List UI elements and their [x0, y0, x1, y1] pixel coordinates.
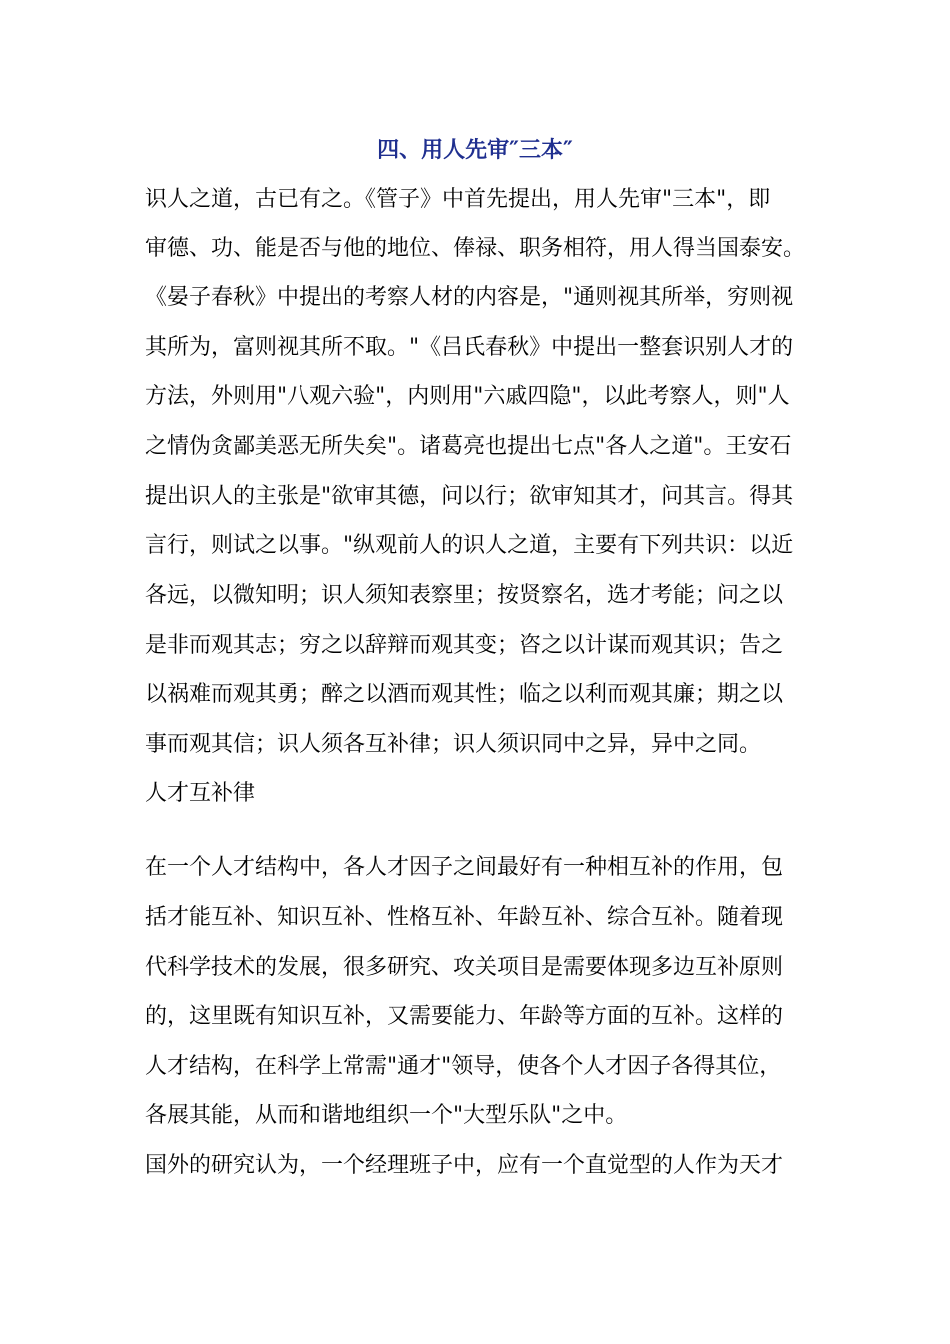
paragraph-line: 括才能互补、知识互补、性格互补、年龄互补、综合互补。随着现: [145, 905, 784, 930]
paragraph-line: 《晏子春秋》中提出的考察人材的内容是，"通则视其所举，穷则视: [145, 285, 794, 310]
paragraph-line: 的，这里既有知识互补，又需要能力、年龄等方面的互补。这样的: [145, 1004, 784, 1029]
paragraph-line: 言行，则试之以事。"纵观前人的识人之道，主要有下列共识：以近: [145, 533, 794, 558]
paragraph-line: 是非而观其志；穷之以辞辩而观其变；咨之以计谋而观其识；告之: [145, 633, 784, 658]
paragraph-line: 人才结构，在科学上常需"通才"领导，使各个人才因子各得其位，: [145, 1054, 782, 1079]
section-title: 四、用人先审″三本″: [377, 137, 573, 163]
subheading: 人才互补律: [145, 781, 256, 806]
paragraph-line: 代科学技术的发展，很多研究、攻关项目是需要体现多边互补原则: [145, 955, 784, 980]
paragraph-line: 以祸难而观其勇；醉之以酒而观其性；临之以利而观其廉；期之以: [145, 682, 784, 707]
paragraph-line: 提出识人的主张是"欲审其德，问以行；欲审知其才，问其言。得其: [145, 484, 794, 509]
paragraph-line: 审德、功、能是否与他的地位、俸禄、职务相符，用人得当国泰安。: [145, 236, 806, 261]
paragraph-line: 其所为，富则视其所不取。"《吕氏春秋》中提出一整套识别人才的: [145, 335, 794, 360]
paragraph-line: 各展其能，从而和谐地组织一个"大型乐队"之中。: [145, 1103, 628, 1128]
paragraph-line: 之情伪贪鄙美恶无所失矣"。诸葛亮也提出七点"各人之道"。王安石: [145, 434, 792, 459]
paragraph-line: 识人之道，古已有之。《管子》中首先提出，用人先审"三本"，即: [145, 187, 771, 212]
paragraph-line: 各远，以微知明；识人须知表察里；按贤察名，选才考能；问之以: [145, 583, 784, 608]
paragraph-line: 事而观其信；识人须各互补律；识人须识同中之异，异中之同。: [145, 732, 762, 757]
paragraph-line: 在一个人才结构中，各人才因子之间最好有一种相互补的作用，包: [145, 855, 784, 880]
paragraph-line: 方法，外则用"八观六验"，内则用"六戚四隐"，以此考察人，则"人: [145, 384, 790, 409]
paragraph-line: 国外的研究认为，一个经理班子中，应有一个直觉型的人作为天才: [145, 1153, 784, 1178]
